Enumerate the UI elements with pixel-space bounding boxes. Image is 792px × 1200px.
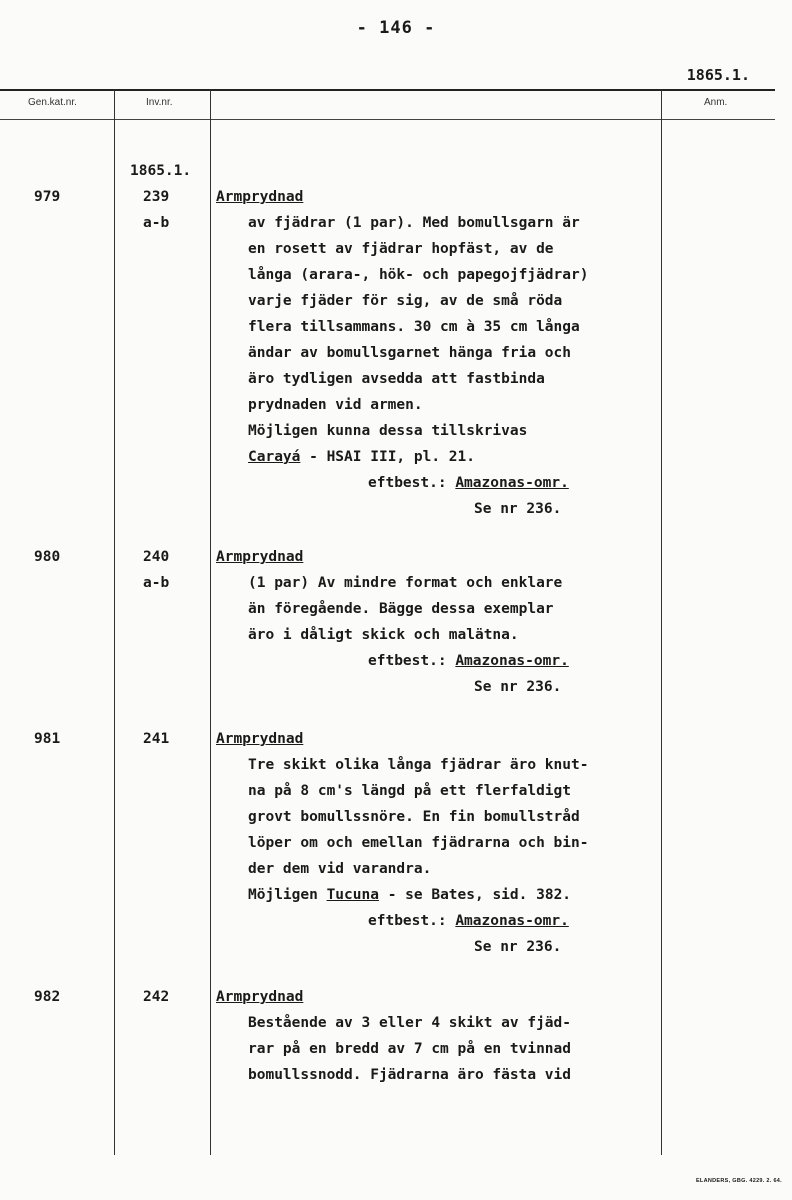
inv-nr: 242 (143, 989, 170, 1005)
tribe-name: Tucuna (326, 887, 379, 903)
description-line: långa (arara-, hök- och papegojfjädrar) (248, 267, 589, 283)
entry-description (248, 752, 668, 908)
description-line: än föregående. Bägge dessa exemplar (248, 601, 554, 617)
reference-text: - se Bates, sid. 382. (378, 887, 572, 903)
tribe-name: Carayá (248, 449, 301, 465)
inv-sub: a-b (143, 215, 170, 231)
inv-nr: 239 (143, 189, 170, 205)
description-line: äro tydligen avsedda att fastbinda (248, 371, 545, 387)
eftbest-label: eftbest.: (368, 653, 447, 669)
header-year: 1865.1. (686, 66, 750, 84)
entry-title: Armprydnad (216, 189, 304, 205)
eftbest-label: eftbest.: (368, 913, 447, 929)
eftbest-label: eftbest.: (368, 475, 447, 491)
column-header-inv-nr: Inv.nr. (146, 97, 173, 108)
entry-description (248, 570, 668, 648)
description-line: prydnaden vid armen. (248, 397, 423, 413)
inv-nr: 241 (143, 731, 170, 747)
column-divider-1 (114, 89, 115, 1155)
description-line: äro i dåligt skick och malätna. (248, 627, 519, 643)
description-line: Möjligen kunna dessa tillskrivas (248, 423, 528, 439)
printer-imprint: ELANDERS, GBG. 4229. 2. 64. (695, 1178, 782, 1184)
column-header-anm: Anm. (704, 97, 728, 108)
description-line: grovt bomullssnöre. En fin bomullstråd (248, 809, 580, 825)
gen-kat-nr: 980 (34, 549, 61, 565)
inv-sub: a-b (143, 575, 170, 591)
reference-text: - HSAI III, pl. 21. (300, 449, 475, 465)
description-line: der dem vid varandra. (248, 861, 432, 877)
description-line: bomullssnodd. Fjädrarna äro fästa vid (248, 1067, 572, 1083)
gen-kat-nr: 982 (34, 989, 61, 1005)
provenance-place: Amazonas-omr. (455, 913, 569, 929)
header-rule (0, 89, 775, 91)
description-line: en rosett av fjädrar hopfäst, av de (248, 241, 554, 257)
column-divider-2 (210, 89, 211, 1155)
column-header-gen-kat-nr: Gen.kat.nr. (28, 97, 77, 108)
gen-kat-nr: 979 (34, 189, 61, 205)
description-line: Bestående av 3 eller 4 skikt av fjäd- (248, 1015, 572, 1031)
entry-title: Armprydnad (216, 989, 304, 1005)
see-reference: Se nr 236. (474, 679, 562, 695)
entry-title: Armprydnad (216, 731, 304, 747)
description-line: Tre skikt olika långa fjädrar äro knut- (248, 757, 589, 773)
provenance-place: Amazonas-omr. (455, 475, 569, 491)
description-line: av fjädrar (1 par). Med bomullsgarn är (248, 215, 580, 231)
reference-line (248, 444, 668, 470)
reference-prefix: Möjligen (248, 887, 327, 903)
page-number: - 146 - (356, 18, 436, 38)
see-reference: Se nr 236. (474, 939, 562, 955)
description-line: na på 8 cm's längd på ett flerfaldigt (248, 783, 572, 799)
column-header-rule (0, 119, 775, 120)
description-line: löper om och emellan fjädrarna och bin- (248, 835, 589, 851)
gen-kat-nr: 981 (34, 731, 61, 747)
collection-number: 1865.1. (130, 163, 192, 179)
see-reference: Se nr 236. (474, 501, 562, 517)
entry-title: Armprydnad (216, 549, 304, 565)
entry-description (248, 210, 668, 470)
provenance-line (368, 470, 569, 496)
description-line: (1 par) Av mindre format och enklare (248, 575, 563, 591)
description-line: varje fjäder för sig, av de små röda (248, 293, 563, 309)
provenance-line (368, 908, 569, 934)
provenance-place: Amazonas-omr. (455, 653, 569, 669)
reference-line (248, 882, 668, 908)
description-line: ändar av bomullsgarnet hänga fria och (248, 345, 572, 361)
inv-nr: 240 (143, 549, 170, 565)
provenance-line (368, 648, 569, 674)
entry-description (248, 1010, 668, 1088)
description-line: flera tillsammans. 30 cm à 35 cm långa (248, 319, 580, 335)
description-line: rar på en bredd av 7 cm på en tvinnad (248, 1041, 572, 1057)
